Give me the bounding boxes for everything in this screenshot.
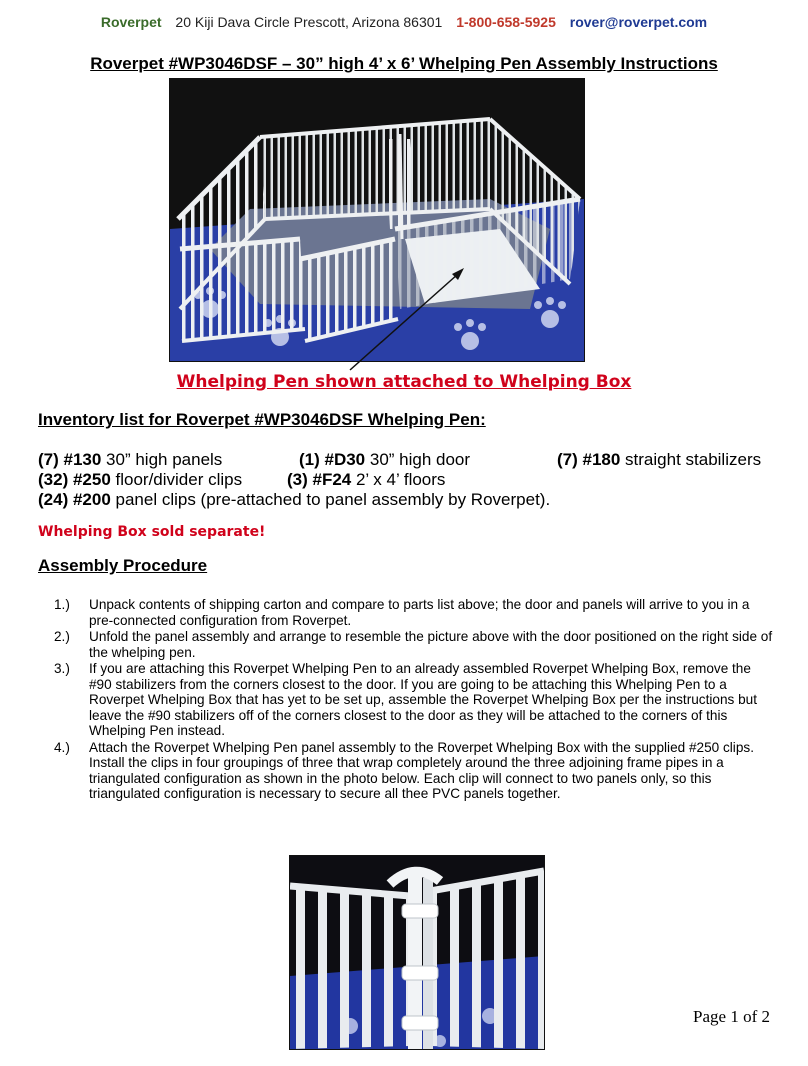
assembly-step xyxy=(54,629,774,660)
inventory-qty: (7) #130 xyxy=(38,450,102,469)
inventory-item xyxy=(299,450,470,470)
step-number: 4.) xyxy=(54,739,70,755)
assembly-steps xyxy=(54,597,774,803)
inventory-heading: Inventory list for Roverpet #WP3046DSF Whelping Pen: xyxy=(38,410,486,429)
company-email: rover@roverpet.com xyxy=(569,14,708,30)
letterhead xyxy=(0,14,808,30)
step-text: If you are attaching this Roverpet Whelping Pen to an already assembled Roverpet Whelping Box, remove the #90 stabilizers from the corners closest to the door. If you are going to be attaching this Whelping Pen to a Roverpet Whelping Box that has yet to be set up, assemble the Roverpet Whelping Box per the instructions but leave the #90 stabilizers off of the corners closest to the door as they will be attached to the corners of this Whelping Pen instead. xyxy=(89,661,757,738)
inventory-item xyxy=(287,470,445,490)
step-number: 1.) xyxy=(54,597,70,612)
assembly-heading: Assembly Procedure xyxy=(38,556,208,575)
assembly-step xyxy=(54,597,774,628)
inventory-desc: straight stabilizers xyxy=(620,450,762,469)
inventory-desc: 30” high door xyxy=(365,450,471,469)
clip-closeup-illustration xyxy=(290,856,544,1049)
sold-separate-notice: Whelping Box sold separate! xyxy=(38,524,266,540)
assembly-step xyxy=(54,661,774,739)
company-phone: 1-800-658-5925 xyxy=(456,14,556,30)
inventory-desc: 30” high panels xyxy=(101,450,223,469)
company-address: 20 Kiji Dava Circle Prescott, Arizona 86301 xyxy=(175,14,443,30)
inventory-qty: (1) #D30 xyxy=(299,450,366,469)
inventory-desc: 2’ x 4’ floors xyxy=(351,470,446,489)
inventory-qty: (32) #250 xyxy=(38,470,111,489)
inventory-desc: floor/divider clips xyxy=(110,470,243,489)
inventory-item xyxy=(557,450,761,470)
inventory-item xyxy=(38,450,222,470)
photo-caption: Whelping Pen shown attached to Whelping Box xyxy=(176,372,632,392)
step-text: Unfold the panel assembly and arrange to resemble the picture above with the door positioned on the right side of the whelping pen. xyxy=(89,629,773,660)
step-text: Unpack contents of shipping carton and compare to parts list above; the door and panels will arrive to you in a pre-connected configuration from Roverpet. xyxy=(89,597,750,628)
step-number: 3.) xyxy=(54,661,70,676)
document-title: Roverpet #WP3046DSF – 30” high 4’ x 6’ Whelping Pen Assembly Instructions xyxy=(90,54,718,73)
step-number: 2.) xyxy=(54,629,70,644)
inventory-qty: (7) #180 xyxy=(557,450,621,469)
inventory-qty: (3) #F24 xyxy=(287,470,352,489)
step-text: Attach the Roverpet Whelping Pen panel assembly to the Roverpet Whelping Box with the supplied #250 clips. Install the clips in four groupings of three that wrap completely around the three adjoining frame pipes in a triangulated configuration as shown in the photo below. Each clip will connect to two panels only, so this triangulated configuration is necessary to secure all thee PVC panels together. xyxy=(89,739,754,801)
clip-configuration-photo xyxy=(289,855,545,1050)
inventory-item xyxy=(38,470,242,490)
page-number: Page 1 of 2 xyxy=(693,1007,770,1026)
inventory-desc: panel clips (pre-attached to panel assembly by Roverpet). xyxy=(110,490,551,509)
assembly-step xyxy=(54,740,774,802)
arrow-pointer xyxy=(340,262,470,374)
inventory-item xyxy=(38,490,550,510)
brand-name: Roverpet xyxy=(100,14,162,30)
inventory-qty: (24) #200 xyxy=(38,490,111,509)
